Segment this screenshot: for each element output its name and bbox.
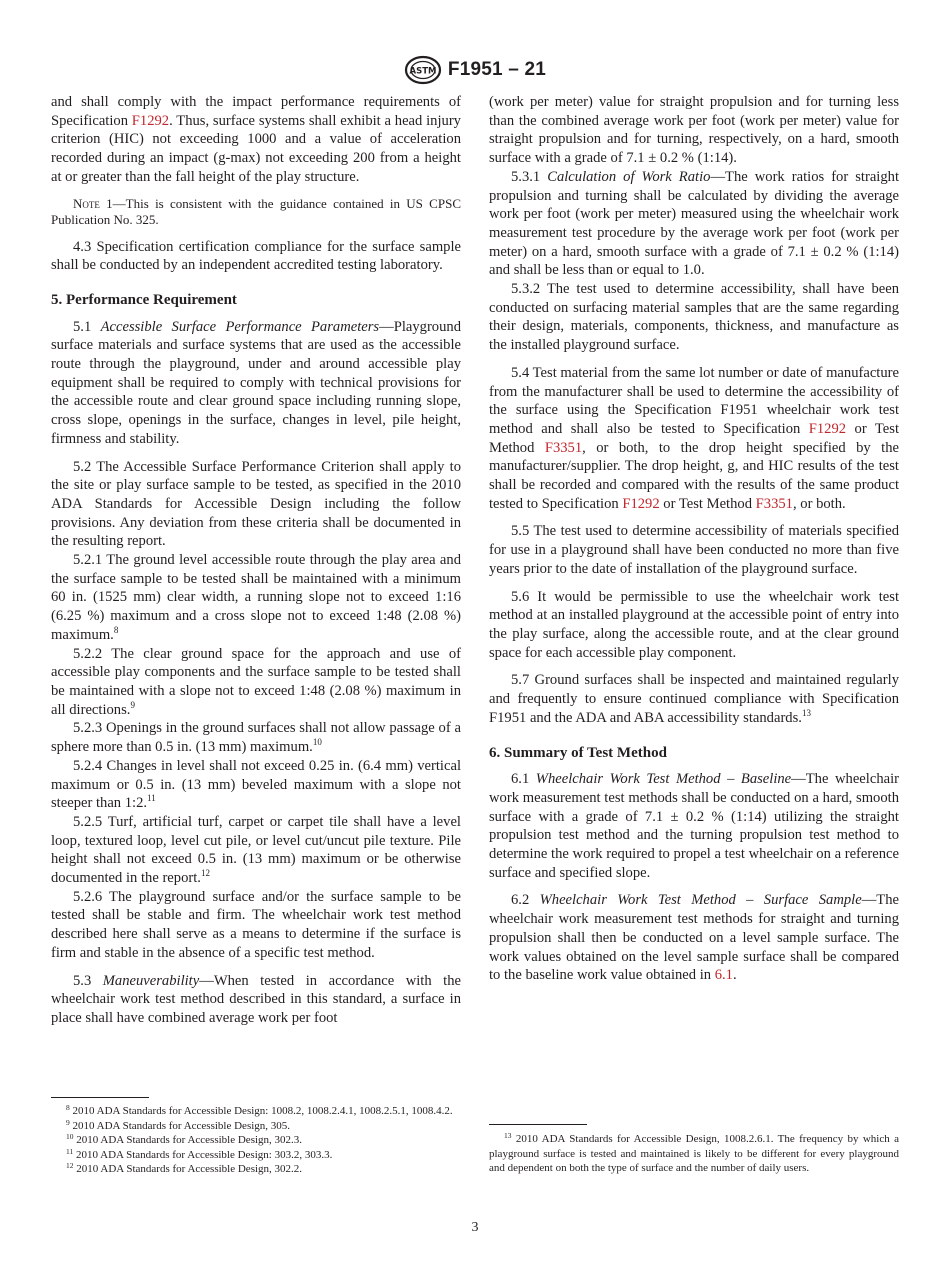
paragraph-impact: and shall comply with the impact performance requirements of Specification F1292. Thus, surface systems shall exhibit a head injury criterion (HIC) not exceeding 1000 and a value of acceleration recorded during an impact (g-max) not exceeding 200 from a height at or greater than the fall height of the play structure. [51, 94, 461, 185]
paragraph-6-1: 6.1 Wheelchair Work Test Method – Baseline—The wheelchair work measurement test methods shall be conducted on a hard, smooth surface with a grade of 7.1 ± 0.2 % (1:14) utilizing the straight propulsion test method and the turning propulsion test method to determine the work required to propel a test wheelchair on a reference surface and specified slope. [489, 771, 900, 881]
left-column [51, 93, 461, 1028]
paragraph-5-3-1: 5.3.1 Calculation of Work Ratio—The work ratios for straight propulsion and turning shall be calculated by dividing the average work per foot (work per meter) measured using the wheelchair work measurement test procedure by the average work per foot (work per meter) on a hard, smooth surface with a grade of 7.1 ± 0.2 % (1:14) and shall be less than or equal to 1.0. [489, 168, 899, 279]
paragraph-5-2-5: 5.2.5 Turf, artificial turf, carpet or carpet tile shall have a level loop, textured loop, level cut pile, or level cut/uncut pile texture. Pile height shall not exceed 0.5 in. (13 mm) maximum or be otherwise documented in the report.$^{12}$ [51, 813, 461, 887]
link-f1292[interactable]: F1292 [131, 112, 170, 129]
footnote-ref-12: 12 [200, 868, 210, 879]
note-1: Note 1—This is consistent with the guidance contained in US CPSC Publication No. 325. [51, 195, 461, 228]
section-heading-5: 5. Performance Requirement [51, 291, 237, 308]
link-f3351[interactable]: F3351 [544, 439, 583, 456]
paragraph-4-3: 4.3 Specification certification compliance for the surface sample shall be conducted by an independent accredited testing laboratory. [51, 238, 461, 274]
paragraph-5-3-2: 5.3.2 The test used to determine accessibility, shall have been conducted on surfacing material samples that are the same regarding their design, materials, components, thickness, and manufacture as the installed playground surface. [489, 281, 899, 354]
document-id: F1951 – 21 [447, 59, 547, 80]
footnote-ref-13: 13 [801, 707, 811, 718]
footnote-ref-9: 9 [130, 699, 135, 710]
astm-logo-icon [404, 55, 442, 85]
paragraph-5-2-2: 5.2.2 The clear ground space for the approach and use of accessible play components and the surface sample to be tested shall be maintained with a slope not to exceed 1:48 (2.08 %) maximum in all directions.$^9$ [51, 645, 461, 718]
page-number: 3 [471, 1220, 479, 1235]
paragraph-5-3: 5.3 Maneuverability—When tested in accordance with the wheelchair work test method described in this standard, a surface in place shall have combined average work per foot [51, 972, 462, 1026]
paragraph-5-2-6: 5.2.6 The playground surface and/or the surface sample to be tested shall be stable and firm. The wheelchair work test method described here shall serve as a means to determine if the surface is firm and stable in the absence of a specific test method. [51, 888, 461, 961]
paragraph-5-6: 5.6 It would be permissible to use the wheelchair work test method at an installed playground at the accessible point of entry into the play surface, along the accessible route, and at the clear ground space for each accessible play component. [489, 588, 899, 661]
footnote-9: $^9$ 2010 ADA Standards for Accessible Design, 305. [66, 1117, 291, 1132]
link-f1292[interactable]: F1292 [808, 420, 847, 437]
paragraph-5-1: 5.1 Accessible Surface Performance Parameters—Playground surface materials and surface systems that are used as the accessible route through the playground, under and around accessible play equipment shall be required to comply with technical provisions for the accessible route and clear ground space including running slope, cross slope, openings in the surface, changes in level, pile height, firmness and stability. [51, 318, 461, 447]
footnote-11: $^{11}$ 2010 ADA Standards for Accessible Design: 303.2, 303.3. [66, 1146, 333, 1161]
footnote-rule-right [489, 1124, 587, 1125]
paragraph-5-3-cont: (work per meter) value for straight propulsion and for turning less than the combined average work per foot (work per meter) value for straight propulsion and for turning, respectively, on a hard, smooth surface with a grade of 7.1 ± 0.2 % (1:14). [489, 94, 899, 167]
paragraph-5-2: 5.2 The Accessible Surface Performance Criterion shall apply to the site or play surface sample to be tested, as specified in the 2010 ADA Standards for Accessible Design including the follow provisions. Any deviation from these criteria shall be documented in the resulting report. [51, 458, 461, 550]
footnote-ref-8: 8 [113, 624, 119, 635]
logo-text: ASTM [409, 66, 437, 77]
paragraph-5-7: 5.7 Ground surfaces shall be inspected and maintained regularly and frequently to ensure continued compliance with Specification F1951 and the ADA and ABA accessibility standards.$^{13}$ [489, 672, 899, 726]
footnote-ref-10: 10 [312, 737, 322, 748]
paragraph-6-2: 6.2 Wheelchair Work Test Method – Surface Sample—The wheelchair work measurement test methods for straight and turning propulsion shall then be conducted on a level sample surface. The work values obtained on the level sample surface shall be compared to the baseline work value obtained in 6.1. [489, 892, 899, 984]
footnote-8: $^8$ 2010 ADA Standards for Accessible Design: 1008.2, 1008.2.4.1, 1008.2.5.1, 1008.4.2. [66, 1103, 453, 1117]
paragraph-5-2-1: 5.2.1 The ground level accessible route through the play area and the surface sample to be tested shall be maintained with a minimum 60 in. (1525 mm) clear width, a running slope not to exceed 1:16 (6.25 %) maximum and a cross slope not to exceed 1:48 (2.08 %) maximum.$^8$ [51, 552, 461, 643]
section-heading-6: 6. Summary of Test Method [489, 744, 667, 761]
page-header [0, 55, 950, 90]
paragraph-5-5: 5.5 The test used to determine accessibility of materials specified for use in a playground shall have been conducted no more than five years prior to the date of installation of the playground surface. [489, 523, 899, 577]
footnote-rule-left [51, 1097, 149, 1098]
link-f1292[interactable]: F1292 [622, 495, 660, 512]
footnotes-left [51, 1104, 461, 1177]
footnote-12: $^{12}$ 2010 ADA Standards for Accessible Design, 302.2. [66, 1161, 303, 1176]
footnote-ref-11: 11 [147, 793, 156, 804]
footnote-13: $^{13}$ 2010 ADA Standards for Accessible Design, 1008.2.6.1. The frequency by which a playground surface is tested and maintained is likely to be different for every playground and dependent on both the type of surface and the number of daily users. [489, 1131, 900, 1175]
paragraph-5-2-4: 5.2.4 Changes in level shall not exceed 0.25 in. (6.4 mm) vertical maximum or 0.5 in. (13 mm) beveled maximum with a slope not steeper than 1:2.11 [51, 757, 461, 812]
footnotes-right [489, 1132, 899, 1176]
link-section-6-1[interactable]: 6.1 [714, 967, 733, 984]
paragraph-5-4: 5.4 Test material from the same lot number or date of manufacture from the manufacturer shall be used to determine the accessibility of the surface using the Specification F1951 wheelchair work test method and shall also be tested to Specification F1292 or Test Method F3351, or both, to the drop height specified by the manufacturer/supplier. The drop height, g, and HIC results of the test shall be recorded and compared with the results of the same product tested to Specification F1292 or Test Method F3351, or both. [489, 364, 899, 512]
right-column [489, 93, 899, 985]
paragraph-5-2-3: 5.2.3 Openings in the ground surfaces shall not allow passage of a sphere more than 0.5 in. (13 mm) maximum.$^{10}$ [51, 720, 461, 756]
footnote-10: $^{10}$ 2010 ADA Standards for Accessible Design, 302.3. [66, 1132, 303, 1147]
link-f3351[interactable]: F3351 [755, 495, 793, 512]
